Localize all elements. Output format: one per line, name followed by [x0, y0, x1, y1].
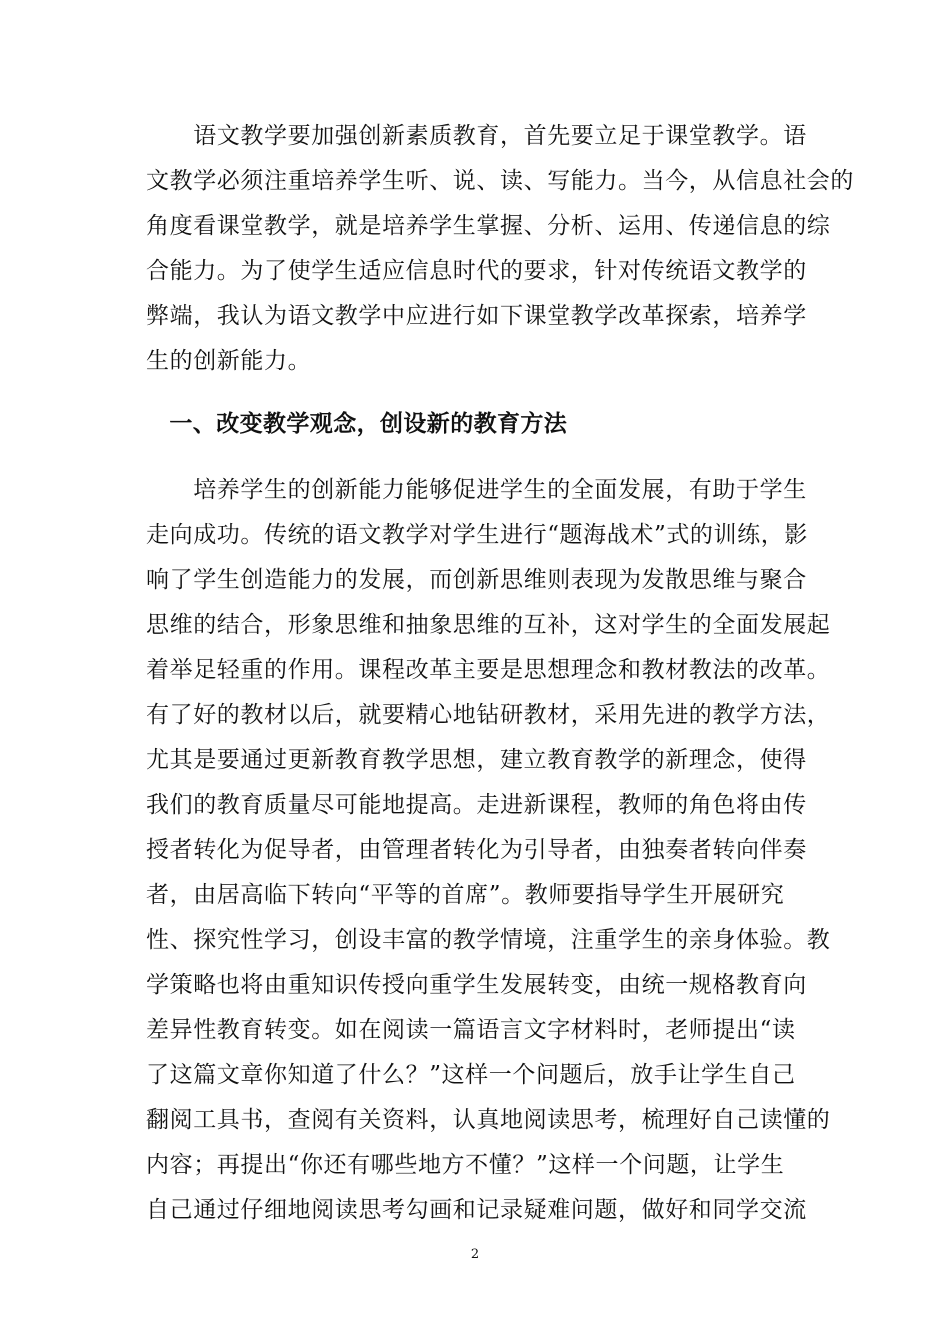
paragraph-1-line: 文教学必须注重培养学生听、说、读、写能力。当今，从信息社会的: [146, 168, 854, 194]
section-heading: 一、改变教学观念，创设新的教育方法: [146, 410, 568, 437]
paragraph-2-line: 授者转化为促导者，由管理者转化为引导者，由独奏者转向伴奏: [146, 837, 807, 863]
paragraph-2-line: 性、探究性学习，创设丰富的教学情境，注重学生的亲身体验。教: [146, 927, 831, 953]
paragraph-2-line: 响了学生创造能力的发展，而创新思维则表现为发散思维与聚合: [146, 567, 807, 593]
paragraph-1-line: 角度看课堂教学，就是培养学生掌握、分析、运用、传递信息的综: [146, 213, 831, 239]
paragraph-2-line: 培养学生的创新能力能够促进学生的全面发展，有助于学生: [146, 477, 807, 503]
paragraph-1-line: 弊端，我认为语文教学中应进行如下课堂教学改革探索，培养学: [146, 303, 807, 329]
paragraph-2-line: 我们的教育质量尽可能地提高。走进新课程，教师的角色将由传: [146, 792, 807, 818]
page-number: 2: [470, 1247, 480, 1262]
paragraph-2-line: 自己通过仔细地阅读思考勾画和记录疑难问题，做好和同学交流: [146, 1197, 807, 1223]
paragraph-2-line: 学策略也将由重知识传授向重学生发展转变，由统一规格教育向: [146, 972, 807, 998]
paragraph-2-line: 有了好的教材以后，就要精心地钻研教材，采用先进的教学方法，: [146, 702, 831, 728]
paragraph-2-line: 走向成功。传统的语文教学对学生进行“题海战术”式的训练，影: [146, 522, 808, 548]
paragraph-1-line: 合能力。为了使学生适应信息时代的要求，针对传统语文教学的: [146, 258, 807, 284]
paragraph-2-line: 了这篇文章你知道了什么？”这样一个问题后，放手让学生自己: [146, 1062, 796, 1088]
paragraph-2-line: 者，由居高临下转向“平等的首席”。教师要指导学生开展研究: [146, 882, 785, 908]
paragraph-2-line: 尤其是要通过更新教育教学思想，建立教育教学的新理念，使得: [146, 747, 807, 773]
paragraph-1-line: 生的创新能力。: [146, 348, 312, 374]
paragraph-2-line: 差异性教育转变。如在阅读一篇语言文字材料时，老师提出“读: [146, 1017, 796, 1043]
paragraph-2-line: 着举足轻重的作用。课程改革主要是思想理念和教材教法的改革。: [146, 657, 831, 683]
paragraph-2-line: 思维的结合，形象思维和抽象思维的互补，这对学生的全面发展起: [146, 612, 831, 638]
paragraph-2-line: 翻阅工具书，查阅有关资料，认真地阅读思考，梳理好自己读懂的: [146, 1107, 831, 1133]
paragraph-1-line: 语文教学要加强创新素质教育，首先要立足于课堂教学。语: [146, 123, 807, 149]
paragraph-2-line: 内容；再提出“你还有哪些地方不懂？”这样一个问题，让学生: [146, 1152, 785, 1178]
